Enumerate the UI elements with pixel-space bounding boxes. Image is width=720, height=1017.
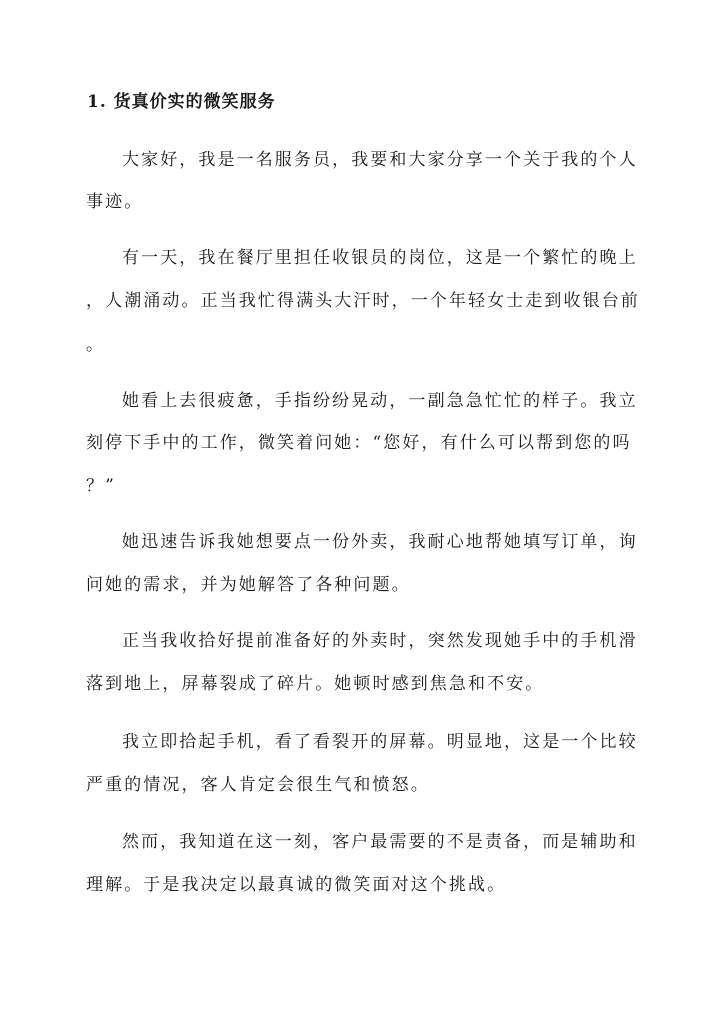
paragraph-7-line-1: 然而，我知道在这一刻，客户最需要的不是责备，而是辅助和 xyxy=(122,832,638,852)
paragraph-3-line-3: ？” xyxy=(86,476,116,496)
paragraph-2-line-2: ，人潮涌动。正当我忙得满头大汗时，一个年轻女士走到收银台前 xyxy=(86,291,640,311)
paragraph-3-line-1: 她看上去很疲惫，手指纷纷晃动，一副急急忙忙的样子。我立 xyxy=(122,391,638,411)
paragraph-6-line-1: 我立即拾起手机，看了看裂开的屏幕。明显地，这是一个比较 xyxy=(122,732,638,752)
paragraph-7-line-2: 理解。于是我决定以最真诚的微笑面对这个挑战。 xyxy=(86,875,507,895)
paragraph-4-line-1: 她迅速告诉我她想要点一份外卖，我耐心地帮她填写订单，询 xyxy=(122,532,638,552)
paragraph-5-line-2: 落到地上，屏幕裂成了碎片。她顿时感到焦急和不安。 xyxy=(86,674,545,694)
paragraph-2-line-3: 。 xyxy=(86,335,106,355)
section-heading: 1. 货真价实的微笑服务 xyxy=(87,92,276,112)
paragraph-1-line-1: 大家好，我是一名服务员，我要和大家分享一个关于我的个人 xyxy=(122,150,638,170)
paragraph-4-line-2: 问她的需求，并为她解答了各种问题。 xyxy=(86,575,411,595)
paragraph-5-line-1: 正当我收拾好提前准备好的外卖时，突然发现她手中的手机滑 xyxy=(122,631,638,651)
paragraph-3-line-2: 刻停下手中的工作，微笑着问她：“您好，有什么可以帮到您的吗 xyxy=(86,433,632,453)
paragraph-1-line-2: 事迹。 xyxy=(86,192,144,212)
paragraph-2-line-1: 有一天，我在餐厅里担任收银员的岗位，这是一个繁忙的晚上 xyxy=(122,248,638,268)
paragraph-6-line-2: 严重的情况，客人肯定会很生气和愤怒。 xyxy=(86,775,430,795)
